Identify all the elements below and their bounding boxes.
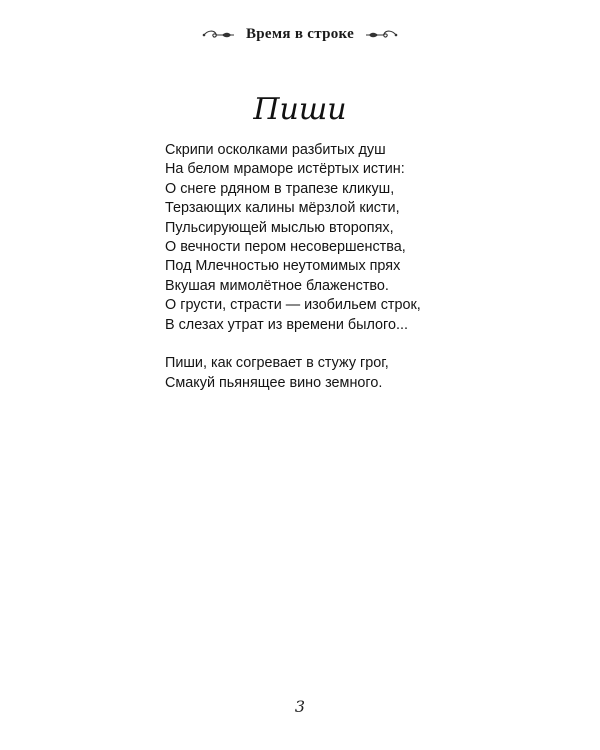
poem-line: Под Млечностью неутомимых прях bbox=[165, 258, 401, 275]
poem-line: Пиши, как согревает в стужу грог, bbox=[165, 355, 389, 372]
poem-line: О вечности пером несовершенства, bbox=[165, 239, 406, 256]
poem-title: Пиши bbox=[253, 92, 347, 127]
poem-line: На белом мраморе истёртых истин: bbox=[165, 161, 405, 178]
page-number: 3 bbox=[294, 697, 306, 716]
poem-line: Терзающих калины мёрзлой кисти, bbox=[165, 200, 400, 217]
poem-line: В слезах утрат из времени былого... bbox=[165, 316, 408, 333]
stanza-1 bbox=[165, 141, 421, 335]
poem-line: О грусти, страсти — изобильем строк, bbox=[165, 297, 421, 314]
poem-line: Вкушая мимолётное блаженство. bbox=[165, 277, 389, 294]
fleuron-right-icon bbox=[364, 29, 398, 41]
running-header bbox=[0, 26, 600, 43]
running-title: Время в строке bbox=[245, 26, 355, 42]
poem-line: Пульсирующей мыслью второпях, bbox=[165, 219, 394, 236]
poem-line: Скрипи осколками разбитых душ bbox=[165, 142, 386, 158]
stanza-2 bbox=[165, 354, 421, 393]
poem-body bbox=[165, 141, 421, 393]
poem-line: Смакуй пьянящее вино земного. bbox=[165, 374, 383, 391]
fleuron-left-icon bbox=[202, 29, 236, 41]
poem-line: О снеге рдяном в трапезе кликуш, bbox=[165, 180, 395, 197]
